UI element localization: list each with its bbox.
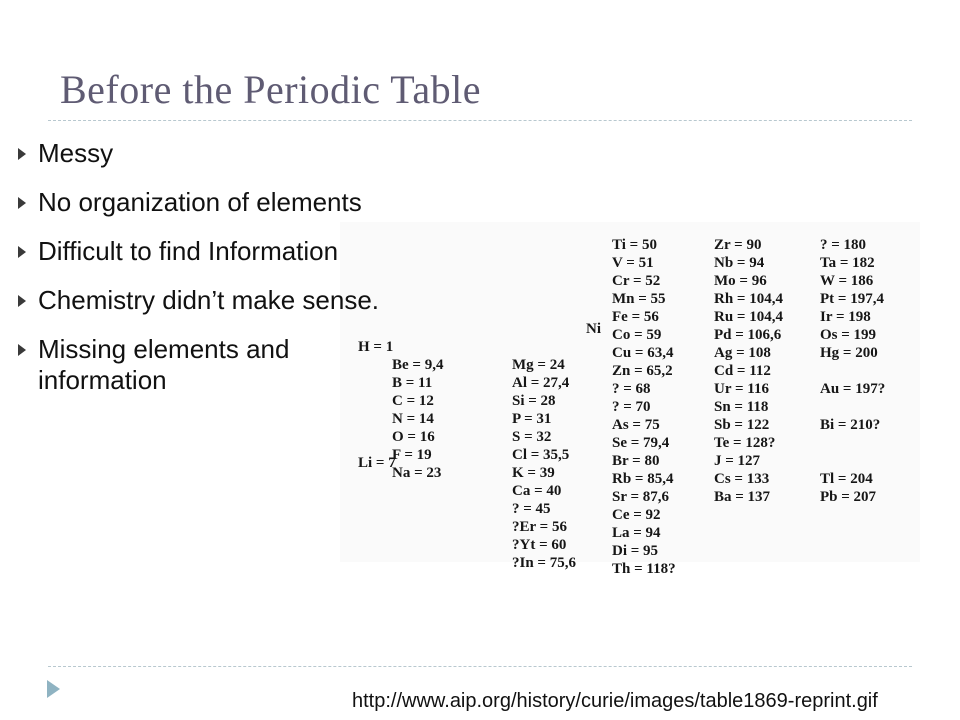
- table-entry: Pb = 207: [820, 489, 877, 505]
- table-entry: Be = 9,4: [392, 357, 444, 373]
- table-entry: Ca = 40: [512, 483, 562, 499]
- bullet-arrow-icon: [18, 197, 26, 209]
- table-entry: Sn = 118: [714, 399, 769, 415]
- table-entry-prefix: Ni: [586, 321, 601, 337]
- table-entry: Br = 80: [612, 453, 660, 469]
- table-entry: ? = 180: [820, 237, 867, 253]
- table-entry: ? = 45: [512, 501, 551, 517]
- table-entry: La = 94: [612, 525, 661, 541]
- table-entry: Nb = 94: [714, 255, 765, 271]
- table-entry: ?In = 75,6: [512, 555, 576, 571]
- table-entry: S = 32: [512, 429, 552, 445]
- bullet-item: [18, 187, 379, 218]
- table-entry: Sr = 87,6: [612, 489, 670, 505]
- footer-arrow-icon: [47, 680, 60, 698]
- bullet-text: Missing elements and information: [38, 334, 290, 395]
- table-entry: Mg = 24: [512, 357, 565, 373]
- title-divider: [48, 120, 912, 121]
- table-entry: Th = 118?: [612, 561, 676, 577]
- table-entry: Ba = 137: [714, 489, 771, 505]
- bullet-item: [18, 285, 379, 316]
- bullet-item: [18, 236, 379, 267]
- table-entry: Pt = 197,4: [820, 291, 884, 307]
- table-entry: N = 14: [392, 411, 434, 427]
- bullet-text: No organization of elements: [38, 187, 362, 217]
- table-entry: Ru = 104,4: [714, 309, 783, 325]
- bullet-arrow-icon: [18, 246, 26, 258]
- table-entry: Ti = 50: [612, 237, 657, 253]
- table-entry: Bi = 210?: [820, 417, 881, 433]
- table-entry: Cs = 133: [714, 471, 770, 487]
- table-entry: ? = 70: [612, 399, 651, 415]
- table-entry: Cr = 52: [612, 273, 661, 289]
- table-entry: Ur = 116: [714, 381, 769, 397]
- table-entry: Te = 128?: [714, 435, 776, 451]
- table-entry: O = 16: [392, 429, 435, 445]
- table-entry: ? = 68: [612, 381, 651, 397]
- bullet-text: Messy: [38, 138, 114, 168]
- table-entry: H = 1: [358, 339, 394, 355]
- table-entry: Cl = 35,5: [512, 447, 570, 463]
- table-entry: Mo = 96: [714, 273, 767, 289]
- table-entry: B = 11: [392, 375, 433, 391]
- table-entry: Os = 199: [820, 327, 877, 343]
- table-entry: Al = 27,4: [512, 375, 570, 391]
- table-entry: Hg = 200: [820, 345, 878, 361]
- slide-title: Before the Periodic Table: [60, 67, 482, 112]
- table-entry: Ta = 182: [820, 255, 875, 271]
- table-entry: Rh = 104,4: [714, 291, 783, 307]
- table-entry: Di = 95: [612, 543, 659, 559]
- bullet-list: [18, 138, 379, 414]
- table-entry: W = 186: [820, 273, 874, 289]
- mendeleev-table-image: [340, 222, 920, 577]
- table-entry: P = 31: [512, 411, 552, 427]
- bullet-arrow-icon: [18, 295, 26, 307]
- bullet-text: Chemistry didn’t make sense.: [38, 285, 380, 315]
- table-entry: Ce = 92: [612, 507, 661, 523]
- table-entry: Si = 28: [512, 393, 556, 409]
- table-entry: Rb = 85,4: [612, 471, 674, 487]
- table-entry: Li = 7: [358, 455, 396, 471]
- table-entry: Zn = 65,2: [612, 363, 673, 379]
- bullet-arrow-icon: [18, 148, 26, 160]
- table-entry: ?Er = 56: [512, 519, 567, 535]
- table-entry: C = 12: [392, 393, 434, 409]
- table-entry: ?Yt = 60: [512, 537, 567, 553]
- table-entry: K = 39: [512, 465, 555, 481]
- table-entry: Na = 23: [392, 465, 442, 481]
- table-entry: Fe = 56: [612, 309, 659, 325]
- bullet-text: Difficult to find Information: [38, 236, 339, 266]
- table-entry: Se = 79,4: [612, 435, 670, 451]
- table-entry: As = 75: [612, 417, 660, 433]
- source-url: http://www.aip.org/history/curie/images/table1869-reprint.gif: [352, 690, 878, 712]
- table-entry: V = 51: [612, 255, 654, 271]
- footer-divider: [48, 666, 912, 667]
- bullet-item: [18, 334, 379, 396]
- table-entry: Tl = 204: [820, 471, 873, 487]
- bullet-arrow-icon: [18, 344, 26, 356]
- table-entry: F = 19: [392, 447, 432, 463]
- table-entry: Cd = 112: [714, 363, 771, 379]
- bullet-item: [18, 138, 379, 169]
- table-entry: Mn = 55: [612, 291, 666, 307]
- table-entry: Ir = 198: [820, 309, 871, 325]
- table-entry: Cu = 63,4: [612, 345, 674, 361]
- table-entry: Au = 197?: [820, 381, 886, 397]
- table-entry: Sb = 122: [714, 417, 770, 433]
- table-entry: J = 127: [714, 453, 761, 469]
- table-entry: Zr = 90: [714, 237, 762, 253]
- table-entry: Co = 59: [612, 327, 662, 343]
- table-entry: Pd = 106,6: [714, 327, 782, 343]
- table-entry: Ag = 108: [714, 345, 771, 361]
